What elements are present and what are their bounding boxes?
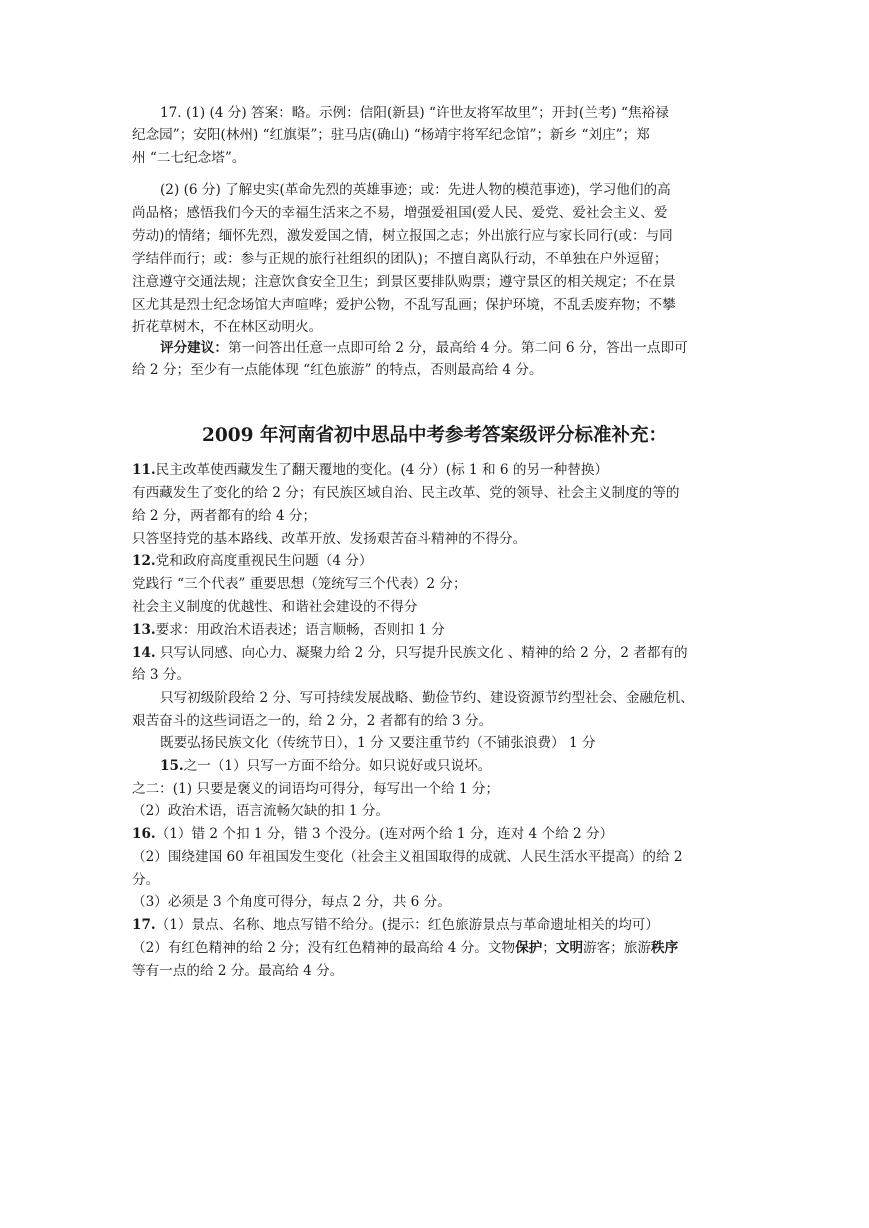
scoring-text-1: 第一问答出任意一点即可给 2 分，最高给 4 分。第二问 6 分，答出一点即可 bbox=[227, 340, 688, 356]
q11-number: 11. bbox=[132, 462, 156, 478]
scoring-label: 评分建议： bbox=[160, 340, 228, 356]
q17-bold-protect: 保护 bbox=[515, 940, 543, 956]
q17-text-2d: 游客；旅游 bbox=[583, 940, 652, 956]
q17-part2-line-3: 劳动)的情绪；缅怀先烈，激发爱国之情，树立报国之志；外出旅行应与家长同行(或：与同 bbox=[132, 228, 673, 244]
q13-text: 要求：用政治术语表述；语言顺畅，否则扣 1 分 bbox=[155, 622, 445, 638]
q16-line-3: 分。 bbox=[132, 872, 160, 888]
q17-part2-line-7: 折花草树木，不在林区动明火。 bbox=[132, 319, 323, 335]
q15-line-1 bbox=[160, 756, 491, 776]
q14-line-4: 艰苦奋斗的这些词语之一的，给 2 分，2 者都有的给 3 分。 bbox=[132, 713, 493, 729]
q11-line-2: 有西藏发生了变化的给 2 分；有民族区域自治、民主改革、党的领导、社会主义制度的等的 bbox=[132, 485, 680, 501]
q15-text-1: 之一（1）只写一方面不给分。如只说好或只说坏。 bbox=[183, 758, 492, 774]
q16-number: 16. bbox=[132, 826, 156, 842]
q17-text-2c: ； bbox=[542, 940, 556, 956]
q12-line-2: 党践行 “三个代表” 重要思想（笼统写三个代表）2 分； bbox=[132, 576, 467, 592]
q17-part2-line-5: 注意遵守交通法规；注意饮食安全卫生；到景区要排队购票；遵守景区的相关规定；不在景 bbox=[132, 274, 676, 290]
q12-line-3: 社会主义制度的优越性、和谐社会建设的不得分 bbox=[132, 599, 418, 615]
q17-supp-line-1 bbox=[132, 915, 659, 935]
q17-text-2a: （2）有红色精神的给 2 分；没有红色精神的最高给 4 分。文物 bbox=[132, 940, 516, 956]
q17-part2-line-6: 区尤其是烈士纪念场馆大声喧哗；爱护公物，不乱写乱画；保护环境，不乱丢废弃物；不攀 bbox=[132, 297, 676, 313]
q14-number: 14. bbox=[132, 645, 156, 661]
q15-line-3: （2）政治术语，语言流畅欠缺的扣 1 分。 bbox=[132, 803, 390, 819]
q12-text-1: 党和政府高度重视民生问题（4 分） bbox=[155, 553, 373, 569]
q12-number: 12. bbox=[132, 553, 156, 569]
q13-number: 13. bbox=[132, 622, 156, 638]
q17-bold-civilized: 文明 bbox=[555, 940, 584, 956]
q13-line-1 bbox=[132, 620, 445, 640]
q17-part2-line-1: (2) (6 分) 了解史实(革命先烈的英雄事迹；或：先进人物的模范事迹)，学习他们的高 bbox=[160, 182, 671, 198]
q17-answer-line-1: 17. (1) (4 分) 答案：略。示例：信阳(新县) “许世友将军故里”；开封(兰考) “焦裕禄 bbox=[160, 105, 669, 121]
q17-part2-line-4: 学结伴而行；或：参与正规的旅行社组织的团队)；不擅自离队行动，不单独在户外逗留； bbox=[132, 251, 668, 267]
q16-text-1: （1）错 2 个扣 1 分，错 3 个没分。(连对两个给 1 分，连对 4 个给 2 分） bbox=[155, 826, 614, 842]
q17-answer-line-2: 纪念园”；安阳(林州) “红旗渠”；驻马店(确山) “杨靖宇将军纪念馆”；新乡 “刘庄”；郑 bbox=[132, 127, 650, 143]
scoring-suggestion-line-2: 给 2 分；至少有一点能体现 “红色旅游” 的特点，否则最高给 4 分。 bbox=[132, 362, 543, 378]
q14-line-1 bbox=[132, 643, 688, 663]
q16-line-4: （3）必须是 3 个角度可得分，每点 2 分，共 6 分。 bbox=[132, 894, 451, 910]
page-title: 2009 年河南省初中思品中考参考答案级评分标准补充： bbox=[202, 425, 667, 446]
q17-supp-line-3: 等有一点的给 2 分。最高给 4 分。 bbox=[132, 963, 344, 979]
q17-part2-line-2: 尚品格；感悟我们今天的幸福生活来之不易，增强爱祖国(爱人民、爱党、爱社会主义、爱 bbox=[132, 205, 668, 221]
scoring-suggestion-line-1 bbox=[160, 338, 688, 358]
q11-line-3: 给 2 分，两者都有的给 4 分； bbox=[132, 508, 317, 524]
q16-line-1 bbox=[132, 824, 613, 844]
q15-line-2: 之二：(1) 只要是褒义的词语均可得分，每写出一个给 1 分； bbox=[132, 781, 500, 797]
q17-text-1: （1）景点、名称、地点写错不给分。(提示：红色旅游景点与革命遗址相关的均可） bbox=[155, 917, 659, 933]
q15-number: 15. bbox=[160, 758, 184, 774]
q16-line-2: （2）围绕建国 60 年祖国发生变化（社会主义祖国取得的成就、人民生活水平提高）的给 2 bbox=[132, 849, 683, 865]
q14-line-3: 只写初级阶段给 2 分、写可持续发展战略、勤俭节约、建设资源节约型社会、金融危机、 bbox=[160, 690, 694, 706]
q12-line-1 bbox=[132, 551, 373, 571]
q11-line-4: 只答坚持党的基本路线、改革开放、发扬艰苦奋斗精神的不得分。 bbox=[132, 531, 527, 547]
q17-bold-order: 秩序 bbox=[651, 940, 679, 956]
q14-line-2: 给 3 分。 bbox=[132, 667, 191, 683]
q17-supp-line-2 bbox=[132, 938, 678, 958]
q11-line-1 bbox=[132, 460, 608, 480]
q14-text-1: 只写认同感、向心力、凝聚力给 2 分，只写提升民族文化 、精神的给 2 分，2 者都有的 bbox=[155, 645, 688, 661]
q14-line-5: 既要弘扬民族文化（传统节日），1 分 又要注重节约（不铺张浪费） 1 分 bbox=[160, 735, 596, 751]
q17-answer-line-3: 州 “二七纪念塔”。 bbox=[132, 150, 246, 166]
q11-text-1: 民主改革使西藏发生了翻天覆地的变化。(4 分）(标 1 和 6 的另一种替换） bbox=[155, 462, 609, 478]
q17-number: 17. bbox=[132, 917, 156, 933]
